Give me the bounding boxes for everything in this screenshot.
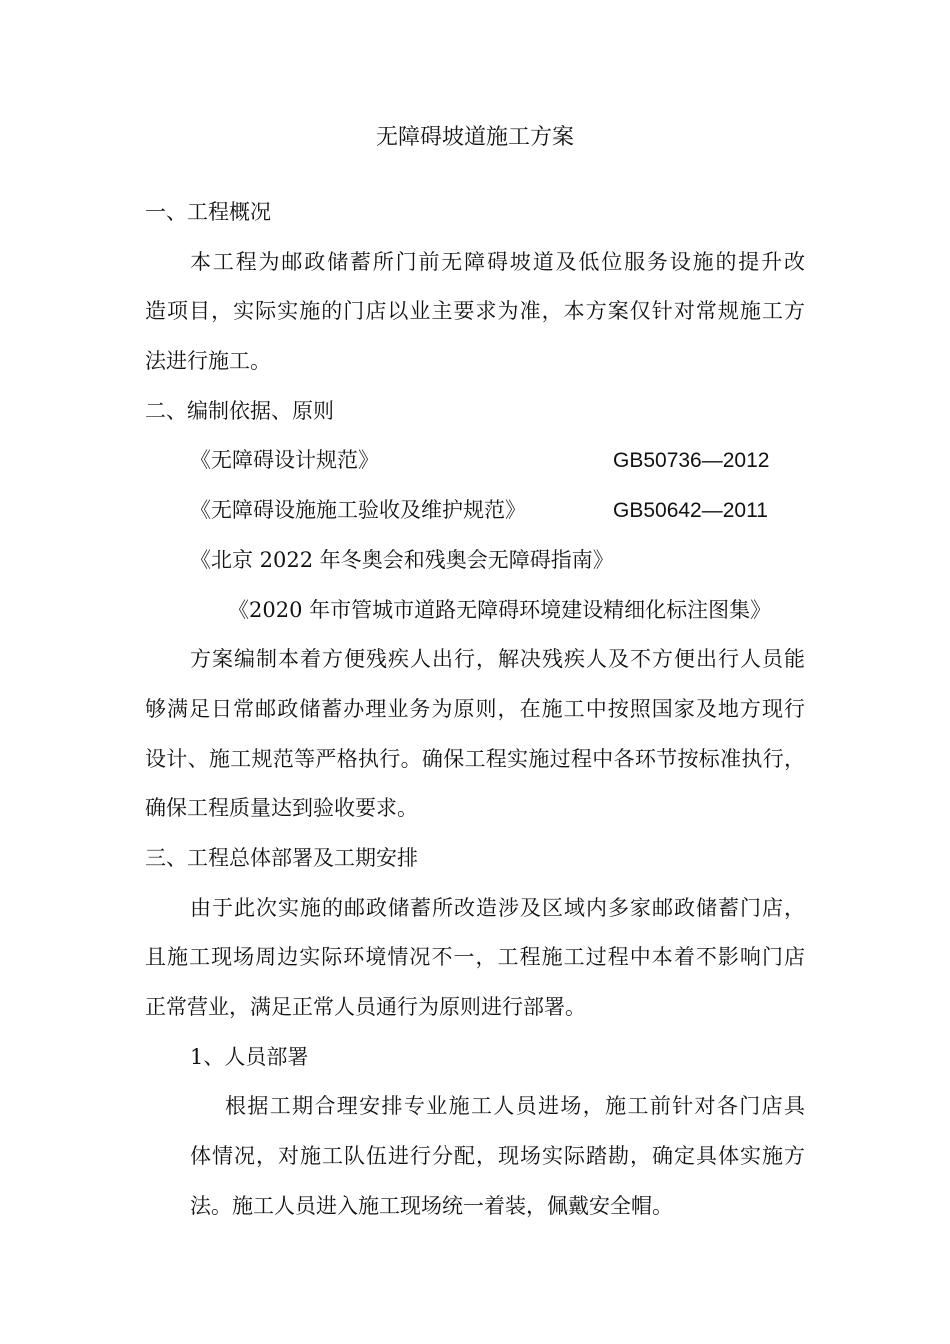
paragraph-line: 正常营业，满足正常人员通行为原则进行部署。: [145, 995, 586, 1019]
paragraph-line: 体情况，对施工队伍进行分配，现场实际踏勘，确定具体实施方: [190, 1144, 805, 1169]
section-heading: 一、工程概况: [145, 200, 271, 224]
paragraph-line: 设计、施工规范等严格执行。确保工程实施过程中各环节按标准执行，: [145, 746, 805, 771]
section-heading: 二、编制依据、原则: [145, 398, 334, 423]
reference-item: [145, 436, 805, 486]
reference-item: [145, 486, 805, 536]
document-body: [145, 188, 805, 1231]
paragraph-line: 由于此次实施的邮政储蓄所改造涉及区域内多家邮政储蓄门店，: [190, 895, 805, 920]
paragraph-line: 本工程为邮政储蓄所门前无障碍坡道及低位服务设施的提升改: [190, 249, 805, 274]
reference-item: [145, 536, 805, 586]
paragraph-line: 方案编制本着方便残疾人出行，解决残疾人及不方便出行人员能: [190, 647, 805, 672]
paragraph-line: 根据工期合理安排专业施工人员进场，施工前针对各门店具: [225, 1094, 805, 1119]
paragraph-line: 且施工现场周边实际环境情况不一，工程施工过程中本着不影响门店: [145, 945, 805, 970]
subsection-heading: 1、人员部署: [190, 1044, 309, 1069]
reference-code: GB50736—2012: [613, 449, 770, 473]
reference-item: [145, 586, 805, 636]
paragraph-line: 够满足日常邮政储蓄办理业务为原则，在施工中按照国家及地方现行: [145, 696, 805, 721]
reference-name: 《无障碍设计规范》: [190, 448, 379, 473]
paragraph-line: 法进行施工。: [145, 349, 271, 374]
paragraph-line: 法。施工人员进入施工现场统一着装，佩戴安全帽。: [190, 1193, 673, 1218]
section-heading: 三、工程总体部署及工期安排: [145, 845, 418, 870]
reference-name: 《2020 年市管城市道路无障碍环境建设精细化标注图集》: [228, 597, 772, 622]
paragraph-line: 确保工程质量达到验收要求。: [145, 796, 418, 821]
paragraph-line: 造项目，实际实施的门店以业主要求为准，本方案仅针对常规施工方: [145, 299, 805, 324]
reference-code: GB50642—2011: [613, 499, 768, 523]
document-title: 无障碍坡道施工方案: [375, 125, 574, 150]
reference-name: 《北京 2022 年冬奥会和残奥会无障碍指南》: [190, 547, 614, 572]
reference-name: 《无障碍设施施工验收及维护规范》: [190, 498, 526, 523]
